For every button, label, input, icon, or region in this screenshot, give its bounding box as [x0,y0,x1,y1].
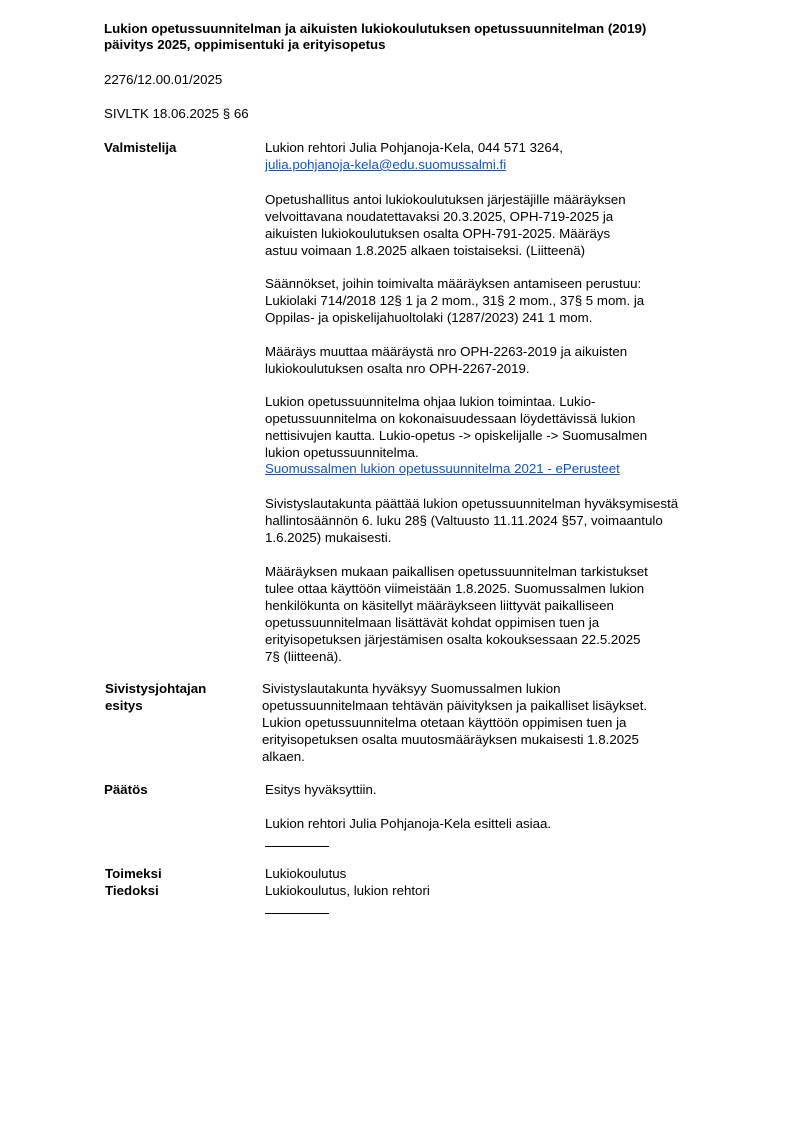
paragraph-curriculum [265,393,647,461]
text-line: nettisivujen kautta. Lukio-opetus -> opiskelijalle -> Suomusalmen [265,428,648,443]
separator-line [265,913,329,914]
toimeksi-value: Lukiokoulutus [265,866,347,881]
text-line: Lukion opetussuunnitelma otetaan käyttöön oppimisen tuen ja [262,715,627,730]
text-line: Määräys muuttaa määräystä nro OPH-2263-2019 ja aikuisten [265,344,628,359]
proposal-text [262,680,647,765]
text-line: erityisopetuksen järjestämisen osalta kokouksessaan 22.5.2025 [265,632,641,647]
title-line-2: päivitys 2025, oppimisentuki ja erityisopetus [104,37,386,52]
text-line: lukiokoulutuksen osalta nro OPH-2267-2019. [265,361,530,376]
decision-text: Esitys hyväksyttiin. [265,782,377,797]
text-line: opetussuunnitelmaan tehtävän päivityksen ja paikalliset lisäykset. [262,698,648,713]
text-line: astuu voimaan 1.8.2025 alkaen toistaiseksi. (Liitteenä) [265,243,586,258]
text-line: Lukiolaki 714/2018 12§ 1 ja 2 mom., 31§ 2 mom., 37§ 5 mom. ja [265,293,645,308]
text-line: tulee ottaa käyttöön viimeistään 1.8.2025. Suomussalmen lukion [265,581,645,596]
text-line: Opetushallitus antoi lukiokoulutuksen järjestäjille määräyksen [265,192,626,207]
text-line: henkilökunta on käsitellyt määräykseen liittyvät paikalliseen [265,598,614,613]
tiedoksi-value: Lukiokoulutus, lukion rehtori [265,883,430,898]
separator-line [265,846,329,847]
text-line: Oppilas- ja opiskelijahuoltolaki (1287/2023) 241 1 mom. [265,310,593,325]
title-line-1: Lukion opetussuunnitelman ja aikuisten lukiokoulutuksen opetussuunnitelman (2019) [104,21,647,36]
text-line: Määräyksen mukaan paikallisen opetussuunnitelman tarkistukset [265,564,648,579]
paragraph-amendment [265,343,627,377]
text-line: Säännökset, joihin toimivalta määräyksen antamiseen perustuu: [265,276,642,291]
text-line: velvoittavana noudatettavaksi 20.3.2025, OPH-719-2025 ja [265,209,614,224]
paragraph-regulation [265,191,626,259]
paragraph-legal-basis [265,275,644,326]
text-line: lukion opetussuunnitelma. [265,445,419,460]
tiedoksi-label: Tiedoksi [105,883,159,898]
text-line: hallintosäännön 6. luku 28§ (Valtuusto 11.11.2024 §57, voimaantulo [265,513,663,528]
text-line: aikuisten lukiokoulutuksen osalta OPH-791-2025. Määräys [265,226,611,241]
text-line: Sivistyslautakunta hyväksyy Suomussalmen lukion [262,681,561,696]
paragraph-approval-authority [265,495,678,546]
text-line: Lukion opetussuunnitelma ohjaa lukion toimintaa. Lukio- [265,394,596,409]
text-line: alkaen. [262,749,305,764]
proposal-label [105,680,206,714]
curriculum-eperusteet-link[interactable]: Suomussalmen lukion opetussuunnitelma 2021 - ePerusteet [265,461,620,476]
decision-label: Päätös [104,782,148,797]
text-line: opetussuunnitelma on kokonaisuudessaan löydettävissä lukion [265,411,636,426]
text-line: erityisopetuksen osalta muutosmääräyksen mukaisesti 1.8.2025 [262,732,639,747]
text-line: Sivistyslautakunta päättää lukion opetussuunnitelman hyväksymisestä [265,496,679,511]
decision-presenter: Lukion rehtori Julia Pohjanoja-Kela esitteli asiaa. [265,816,552,831]
preparer-label: Valmistelija [104,140,177,155]
document-title [104,21,744,53]
text-line: Sivistysjohtajan [105,681,207,696]
text-line: 1.6.2025) mukaisesti. [265,530,392,545]
paragraph-implementation [265,563,648,665]
preparer-email-link[interactable]: julia.pohjanoja-kela@edu.suomussalmi.fi [265,157,507,172]
toimeksi-label: Toimeksi [105,866,162,881]
case-number: 2276/12.00.01/2025 [104,72,223,87]
text-line: opetussuunnitelmaan lisättävät kohdat oppimisen tuen ja [265,615,600,630]
meeting-reference: SIVLTK 18.06.2025 § 66 [104,106,249,121]
text-line: esitys [105,698,143,713]
preparer-contact: Lukion rehtori Julia Pohjanoja-Kela, 044 571 3264, [265,140,563,155]
text-line: 7§ (liitteenä). [265,649,342,664]
